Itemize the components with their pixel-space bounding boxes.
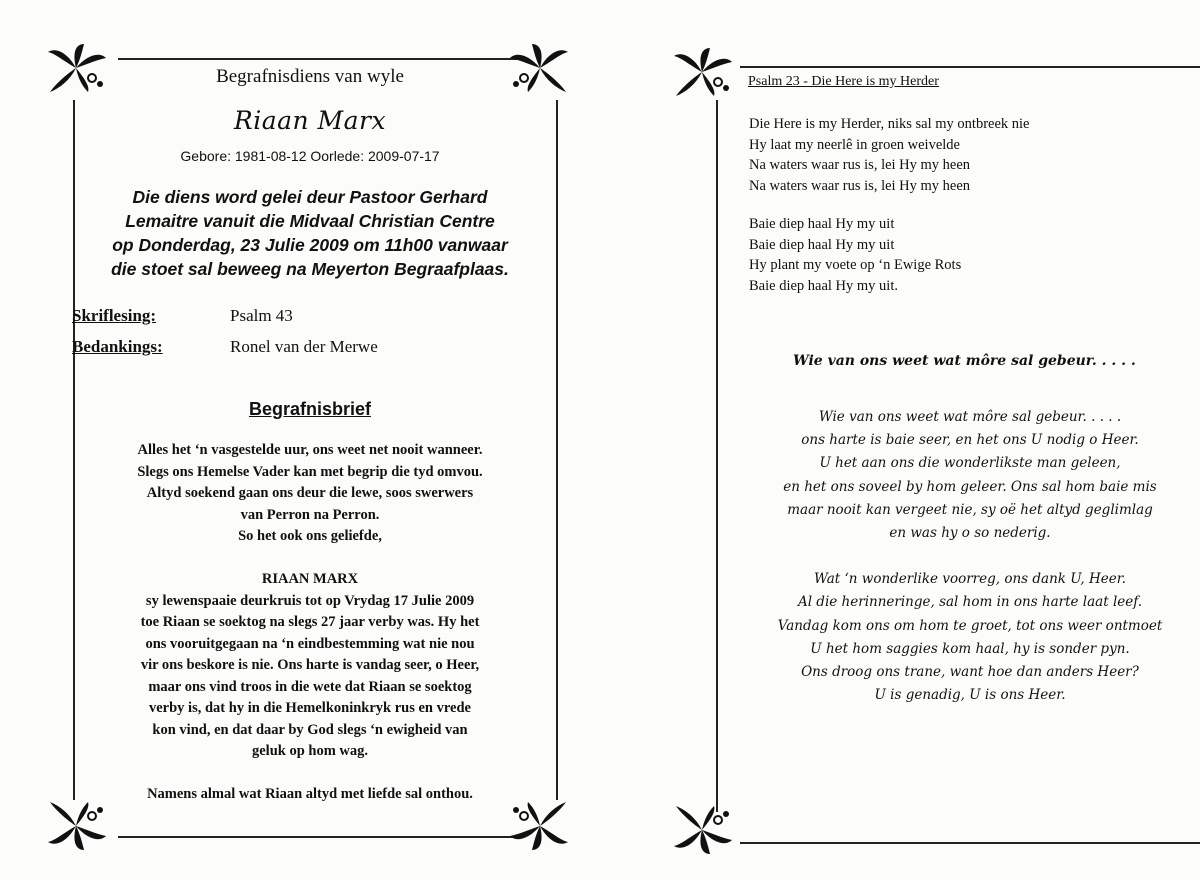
- right-frame-bottom: [740, 842, 1200, 844]
- letter-line: vir ons beskore is nie. Ons harte is vandag seer, o Heer,: [140, 657, 480, 673]
- poem-line: ons harte is baie seer, en het ons U nodig o Heer.: [801, 432, 1139, 449]
- letter-line: verby is, dat hy in die Hemelkoninkryk rus en vrede: [149, 700, 471, 716]
- program-value: Psalm 43: [230, 306, 293, 325]
- psalm-line: Hy laat my neerlê in groen weivelde: [749, 136, 960, 153]
- ornament-icon: [670, 804, 734, 856]
- program-row-scripture: [72, 306, 512, 337]
- poem-line: Al die herinneringe, sal hom in ons harte laat leef.: [797, 594, 1143, 611]
- psalm-text: [749, 114, 1029, 296]
- poem-line: Wat ‘n wonderlike voorreg, ons dank U, Heer.: [814, 571, 1126, 588]
- psalm-line: Die Here is my Herder, niks sal my ontbreek nie: [749, 116, 1030, 132]
- program-row-thanks: [72, 337, 512, 368]
- left-frame-right: [556, 100, 558, 800]
- funeral-service-heading: Begrafnisdiens van wyle: [216, 66, 404, 87]
- program-list: [72, 306, 512, 368]
- poem-line: Vandag kom ons om hom te groet, tot ons weer ontmoet: [777, 617, 1163, 634]
- program-label: Skriflesing:: [72, 306, 157, 325]
- letter-line: sy lewenspaaie deurkruis tot op Vrydag 17 Julie 2009: [145, 592, 475, 609]
- program-label: Bedankings:: [72, 337, 163, 356]
- psalm-line: Na waters waar rus is, lei Hy my heen: [749, 157, 971, 173]
- letter-line: Alles het ‘n vasgestelde uur, ons weet net nooit wanneer.: [137, 442, 483, 458]
- service-line: Die diens word gelei deur Pastoor Gerhard: [132, 187, 488, 207]
- letter-line: van Perron na Perron.: [240, 506, 380, 523]
- funeral-letter: [70, 440, 550, 806]
- poem-text: [700, 406, 1200, 707]
- poem-section: [700, 340, 1200, 800]
- letter-line: So het ook ons geliefde,: [238, 528, 382, 544]
- poem-line: U het hom saggies kom haal, hy is sonder pyn.: [810, 640, 1130, 657]
- service-line: die stoet sal beweeg na Meyerton Begraafplaas.: [111, 259, 509, 279]
- left-frame-bottom: [118, 836, 518, 838]
- poem-line: maar nooit kan vergeet nie, sy oë het altyd geglimlag: [787, 501, 1153, 518]
- letter-line: toe Riaan se soektog na slegs 27 jaar verby was. Hy het: [140, 614, 480, 630]
- letter-line: Slegs ons Hemelse Vader kan met begrip die tyd omvou.: [137, 463, 483, 480]
- poem-line: U is genadig, U is ons Heer.: [874, 687, 1066, 704]
- letter-line: ons vooruitgegaan na ‘n eindbestemming wat nie nou: [145, 635, 475, 652]
- poem-line: U het aan ons die wonderlikste man geleen,: [819, 455, 1121, 472]
- left-frame-top: [118, 58, 518, 60]
- deceased-name: Riaan Marx: [233, 106, 387, 135]
- ornament-icon: [44, 42, 108, 94]
- psalm-line: Baie diep haal Hy my uit: [749, 216, 895, 232]
- service-line: Lemaitre vanuit die Midvaal Christian Centre: [125, 211, 495, 231]
- poem-title: Wie van ons weet wat môre sal gebeur. . . . .: [793, 353, 1136, 369]
- letter-closing: Namens almal wat Riaan altyd met liefde sal onthou.: [147, 786, 473, 802]
- letter-line: Altyd soekend gaan ons deur die lewe, soos swerwers: [146, 485, 474, 501]
- ornament-icon: [508, 800, 572, 852]
- letter-line: maar ons vind troos in die wete dat Riaan se soektog: [148, 678, 472, 695]
- program-value: Ronel van der Merwe: [230, 337, 378, 356]
- letter-line: geluk op hom wag.: [251, 743, 369, 759]
- service-details: [85, 185, 535, 281]
- ornament-icon: [670, 46, 734, 98]
- psalm-title: Psalm 23 - Die Here is my Herder: [748, 74, 939, 89]
- psalm-line: Baie diep haal Hy my uit: [749, 236, 895, 253]
- psalm-line: Hy plant my voete op ‘n Ewige Rots: [749, 257, 962, 273]
- right-frame-top: [740, 66, 1200, 68]
- poem-line: Wie van ons weet wat môre sal gebeur. . . . .: [818, 409, 1122, 425]
- ornament-icon: [44, 800, 108, 852]
- funeral-letter-title: Begrafnisbrief: [248, 399, 372, 419]
- service-line: op Donderdag, 23 Julie 2009 om 11h00 vanwaar: [112, 235, 508, 255]
- letter-name: RIAAN MARX: [261, 571, 359, 587]
- psalm-line: Baie diep haal Hy my uit.: [749, 277, 898, 294]
- poem-line: en het ons soveel by hom geleer. Ons sal hom baie mis: [783, 478, 1157, 495]
- letter-line: kon vind, en dat daar by God slegs ‘n ewigheid van: [152, 721, 468, 738]
- birth-death-dates: Gebore: 1981-08-12 Oorlede: 2009-07-17: [180, 148, 440, 164]
- psalm-line: Na waters waar rus is, lei Hy my heen: [749, 177, 971, 194]
- poem-line: Ons droog ons trane, want hoe dan anders Heer?: [801, 664, 1139, 681]
- poem-line: en was hy o so nederig.: [889, 525, 1051, 542]
